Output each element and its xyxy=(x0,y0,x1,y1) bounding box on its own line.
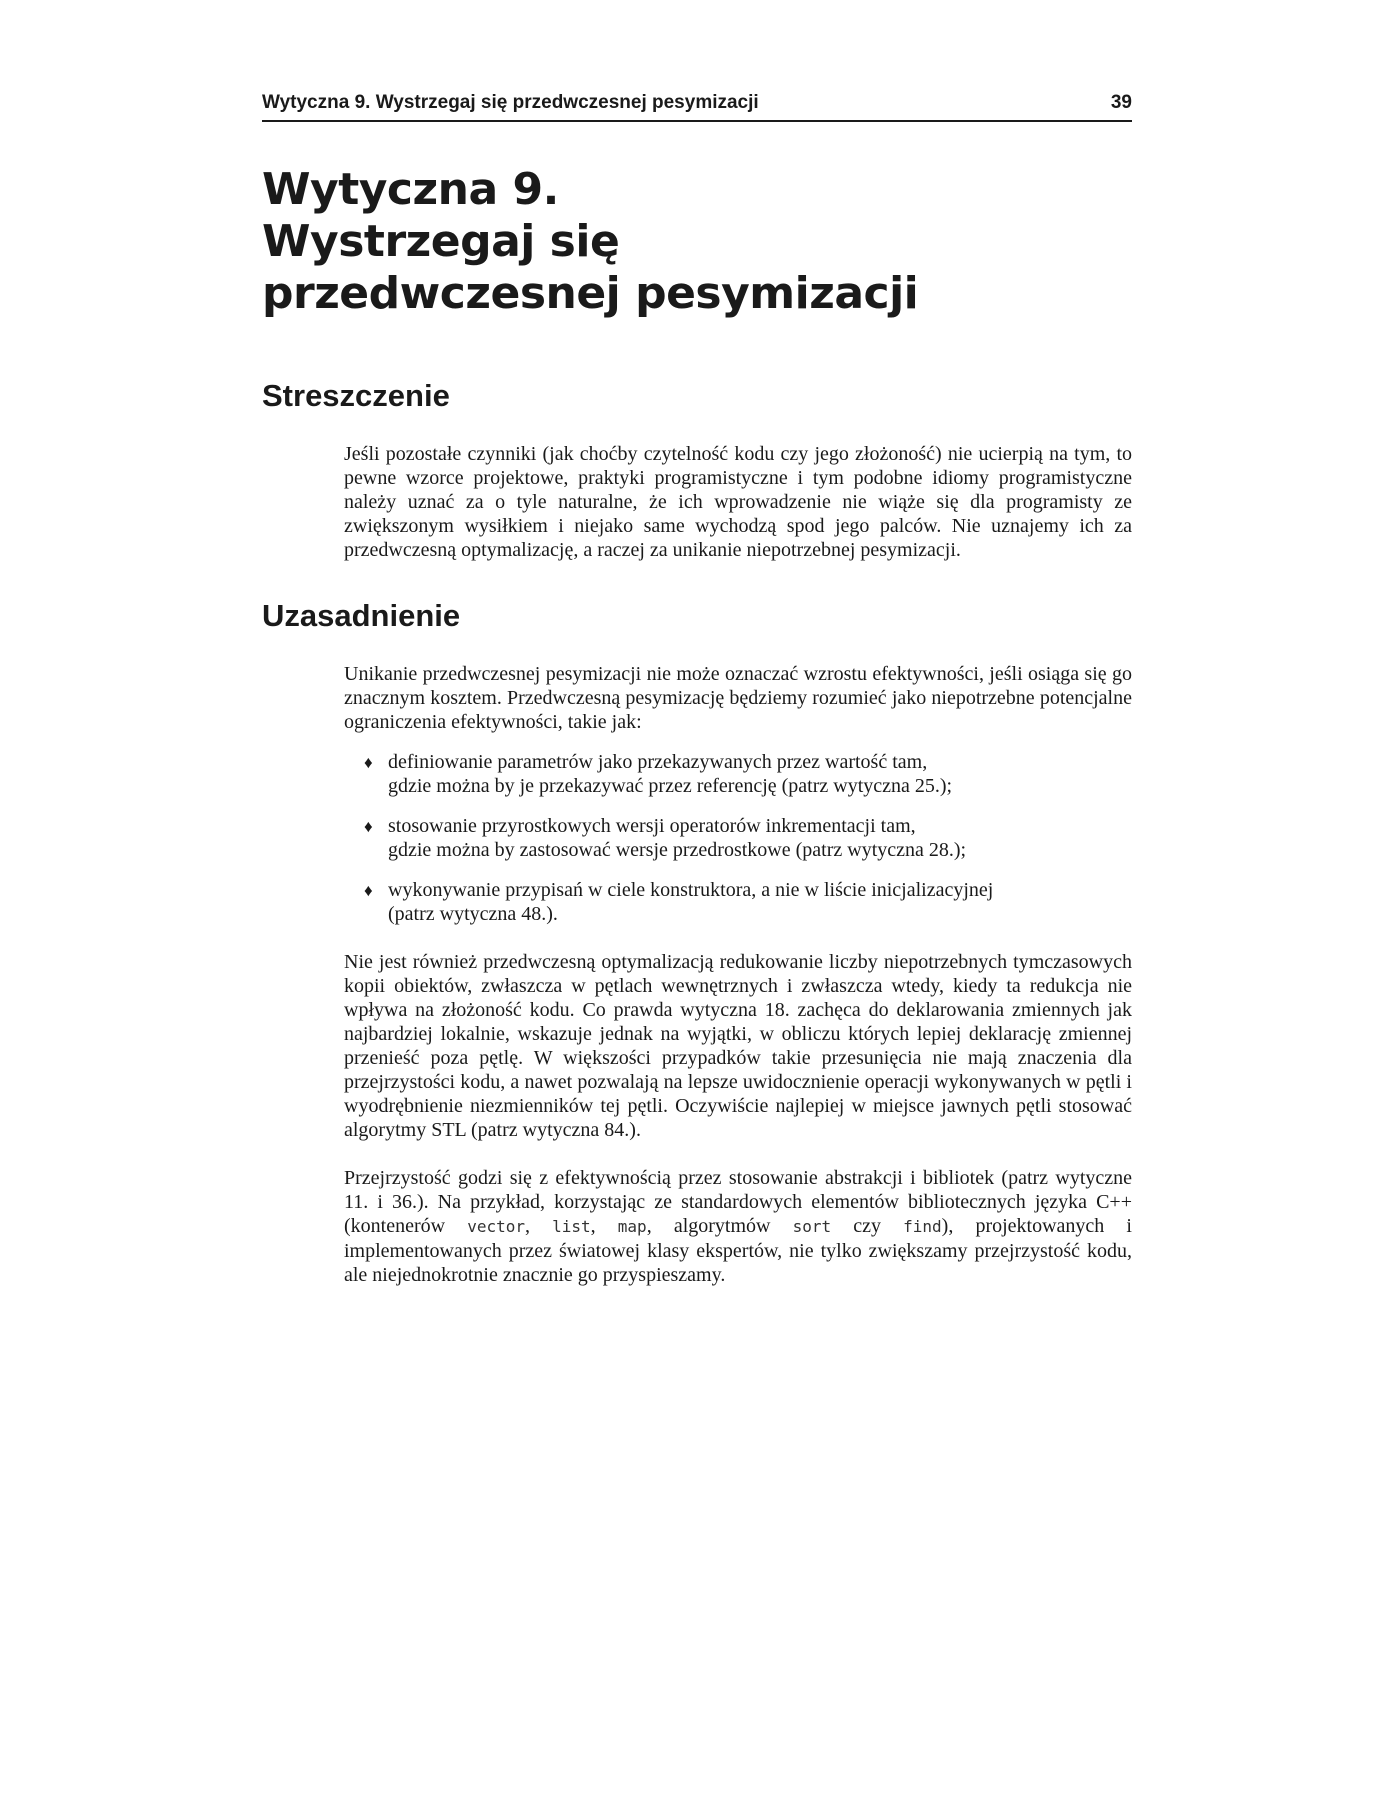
rationale-intro-paragraph: Unikanie przedwczesnej pesymizacji nie może oznaczać wzrostu efektywności, jeśli osiąga się go znacznym kosztem. Przedwczesną pesymizację będziemy rozumieć jako niepotrzebne potencjalne ograniczenia efektywności, takie jak: xyxy=(344,663,1132,733)
summary-section xyxy=(344,442,1132,562)
rationale-heading: Uzasadnienie xyxy=(262,598,461,633)
summary-heading: Streszczenie xyxy=(262,378,450,413)
rationale-section xyxy=(344,662,1132,1287)
running-header xyxy=(262,92,1132,122)
code-find: find xyxy=(903,1217,942,1236)
list-item xyxy=(344,750,1132,798)
list-item-line-1: wykonywanie przypisań w ciele konstruktora, a nie w liście inicjalizacyjnej xyxy=(388,879,994,901)
page-number: 39 xyxy=(1110,92,1132,113)
summary-paragraph: Jeśli pozostałe czynniki (jak choćby czytelność kodu czy jego złożoność) nie ucierpią na tym, to pewne wzorce projektowe, praktyki programistyczne i tym podobne idiomy programistyczne należy uznać za o tyle naturalne, że ich wprowadzenie nie wiąże się dla programisty ze zwiększonym wysiłkiem i niejako same wychodzą spod jego palców. Nie uznajemy ich za przedwczesną optymalizację, a raczej za unikanie niepotrzebnej pesymizacji. xyxy=(344,443,1132,561)
list-item-line-2: gdzie można by zastosować wersje przedrostkowe (patrz wytyczna 28.); xyxy=(388,839,967,861)
paragraph-text: , xyxy=(525,1215,553,1237)
code-vector: vector xyxy=(467,1217,525,1236)
code-sort: sort xyxy=(792,1217,832,1236)
running-header-title: Wytyczna 9. Wystrzegaj się przedwczesnej pesymizacji xyxy=(262,92,759,113)
paragraph-text: , xyxy=(590,1215,618,1237)
diamond-bullet-icon: ♦ xyxy=(364,753,373,772)
book-page xyxy=(262,92,1132,1287)
chapter-title-line-3: przedwczesnej pesymizacji xyxy=(262,268,919,319)
pesymization-examples-list xyxy=(344,750,1132,926)
chapter-title-line-1: Wytyczna 9. xyxy=(262,164,559,215)
list-item-line-1: definiowanie parametrów jako przekazywanych przez wartość tam, xyxy=(388,751,928,773)
chapter-title xyxy=(262,164,1132,320)
list-item-line-1: stosowanie przyrostkowych wersji operatorów inkrementacji tam, xyxy=(388,815,916,837)
diamond-bullet-icon: ♦ xyxy=(364,881,373,900)
paragraph-text: czy xyxy=(831,1215,904,1237)
rationale-paragraph-2: Nie jest również przedwczesną optymalizacją redukowanie liczby niepotrzebnych tymczasowych kopii obiektów, zwłaszcza w pętlach wewnętrznych i zwłaszcza wtedy, kiedy ta redukcja nie wpływa na złożoność kodu. Co prawda wytyczna 18. zachęca do deklarowania zmiennych jak najbardziej lokalnie, wskazuje jednak na wyjątki, w obliczu których lepiej deklarację zmiennej przenieść poza pętlę. W większości przypadków takie przesunięcia nie mają znaczenia dla przejrzystości kodu, a nawet pozwalają na lepsze uwidocznienie operacji wykonywanych w pętli i wyodrębnienie niezmienników tej pętli. Oczywiście najlepiej w miejsce jawnych pętli stosować algorytmy STL (patrz wytyczna 84.). xyxy=(344,951,1132,1141)
code-list: list xyxy=(552,1217,591,1236)
diamond-bullet-icon: ♦ xyxy=(364,817,373,836)
paragraph-text: ), projektowanych i implementowanych przez światowej klasy ekspertów, nie tylko zwiększamy przejrzystość kodu, ale niejednokrotnie znacznie go przyspieszamy. xyxy=(344,1215,1132,1286)
list-item-line-2: gdzie można by je przekazywać przez referencję (patrz wytyczna 25.); xyxy=(388,775,953,797)
paragraph-text: Przejrzystość godzi się z efektywnością przez stosowanie abstrakcji i bibliotek (patrz wytyczne 11. i 36.). Na przykład, korzystając ze standardowych elementów bibliotecznych języka C++ (kontenerów xyxy=(344,1167,1132,1237)
list-item xyxy=(344,878,1132,926)
chapter-title-line-2: Wystrzegaj się xyxy=(262,216,620,267)
list-item-line-2: (patrz wytyczna 48.). xyxy=(388,903,558,925)
paragraph-text: , algorytmów xyxy=(646,1215,793,1237)
list-item xyxy=(344,814,1132,862)
code-map: map xyxy=(617,1217,647,1236)
rationale-paragraph-3 xyxy=(344,1166,1132,1287)
